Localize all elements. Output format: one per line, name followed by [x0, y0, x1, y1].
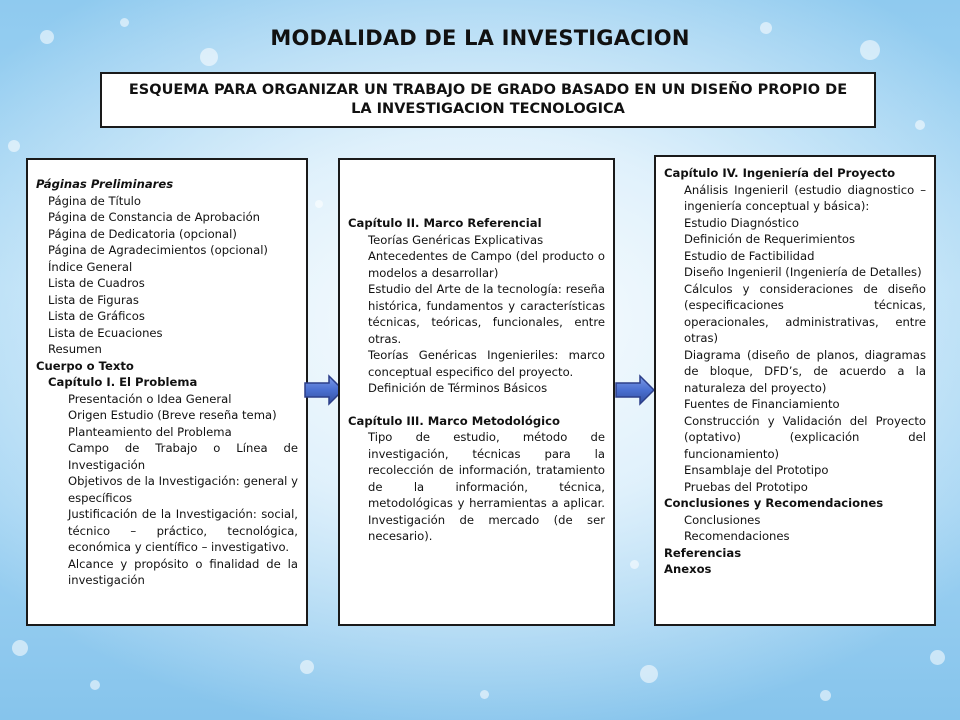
- list-item: Recomendaciones: [684, 529, 790, 543]
- right-arrow-icon: [614, 374, 656, 406]
- panel-marcos: [338, 158, 615, 626]
- list-item: Lista de Cuadros: [48, 276, 145, 290]
- list-item: Presentación o Idea General: [68, 391, 232, 406]
- list-item: Resumen: [48, 342, 102, 356]
- list-item: Tipo de estudio, método de investigación, técnicas para la recolección de información, tratamiento de la información, técnica, metodológicas y herramientas a aplicar. Investigación de mercado (de ser necesario).: [368, 430, 605, 543]
- subtitle-line-1: ESQUEMA PARA ORGANIZAR UN TRABAJO DE GRADO BASADO EN UN DISEÑO PROPIO DE: [128, 82, 848, 98]
- list-item: Conclusiones: [684, 512, 761, 527]
- list-item: Objetivos de la Investigación: general y específicos: [68, 474, 298, 505]
- list-item: Diseño Ingenieril (Ingeniería de Detalles): [684, 265, 922, 279]
- list-item: Teorías Genéricas Ingenieriles: marco conceptual especifico del proyecto.: [368, 348, 605, 379]
- list-item: Estudio Diagnóstico: [684, 215, 799, 230]
- cap3-heading: Capítulo III. Marco Metodológico: [348, 413, 560, 428]
- list-item: Pruebas del Prototipo: [684, 479, 808, 494]
- cuerpo-heading: Cuerpo o Texto: [36, 358, 134, 373]
- list-item: Ensamblaje del Prototipo: [684, 463, 829, 477]
- list-item: Planteamiento del Problema: [68, 424, 232, 439]
- subtitle-box: [100, 72, 876, 128]
- list-item: Alcance y propósito o finalidad de la investigación: [68, 556, 298, 587]
- cap2-heading: Capítulo II. Marco Referencial: [348, 216, 542, 230]
- list-item: Página de Constancia de Aprobación: [48, 210, 261, 224]
- list-item: Diagrama (diseño de planos, diagramas de bloque, DFD’s, de acuerdo a la naturaleza del proyecto): [684, 347, 926, 395]
- page-title: MODALIDAD DE LA INVESTIGACION: [270, 26, 690, 50]
- list-item: Cálculos y consideraciones de diseño (especificaciones técnicas, operacionales, administrativas, entre otras): [684, 281, 926, 345]
- list-item: Estudio de Factibilidad: [684, 248, 815, 263]
- list-item: Antecedentes de Campo (del producto o modelos a desarrollar): [368, 249, 605, 280]
- preliminares-heading: Páginas Preliminares: [36, 177, 174, 191]
- list-item: Campo de Trabajo o Línea de Investigación: [68, 441, 298, 472]
- conclusiones-heading: Conclusiones y Recomendaciones: [664, 496, 884, 510]
- list-item: Página de Agradecimientos (opcional): [48, 243, 268, 257]
- list-item: Justificación de la Investigación: social, técnico – práctico, tecnológica, económica y científico – investigativo.: [68, 507, 298, 554]
- panel-ingenieria: [654, 155, 936, 626]
- cap4-heading: Capítulo IV. Ingeniería del Proyecto: [664, 166, 896, 180]
- list-item: Construcción y Validación del Proyecto (optativo) (explicación del funcionamiento): [684, 413, 926, 461]
- panel-preliminares-cuerpo: [26, 158, 308, 626]
- cap1-heading: Capítulo I. El Problema: [48, 375, 198, 389]
- list-item: Análisis Ingenieril (estudio diagnostico – ingeniería conceptual y básica):: [684, 182, 926, 213]
- list-item: Teorías Genéricas Explicativas: [368, 232, 544, 247]
- list-item: Definición de Términos Básicos: [368, 381, 548, 395]
- referencias-heading: Referencias: [664, 545, 742, 560]
- list-item: Lista de Ecuaciones: [48, 325, 163, 340]
- list-item: Lista de Figuras: [48, 292, 139, 307]
- list-item: Fuentes de Financiamiento: [684, 397, 840, 411]
- anexos-heading: Anexos: [664, 562, 712, 576]
- list-item: Origen Estudio (Breve reseña tema): [68, 408, 277, 422]
- list-item: Definición de Requerimientos: [684, 232, 856, 246]
- list-item: Página de Título: [48, 193, 141, 208]
- list-item: Lista de Gráficos: [48, 309, 145, 323]
- list-item: Índice General: [48, 259, 133, 274]
- list-item: Estudio del Arte de la tecnología: reseña histórica, fundamentos y características técnicas, teóricas, funcionales, entre otras.: [368, 282, 605, 346]
- list-item: Página de Dedicatoria (opcional): [48, 226, 237, 241]
- subtitle-line-2: LA INVESTIGACION TECNOLOGICA: [351, 101, 625, 117]
